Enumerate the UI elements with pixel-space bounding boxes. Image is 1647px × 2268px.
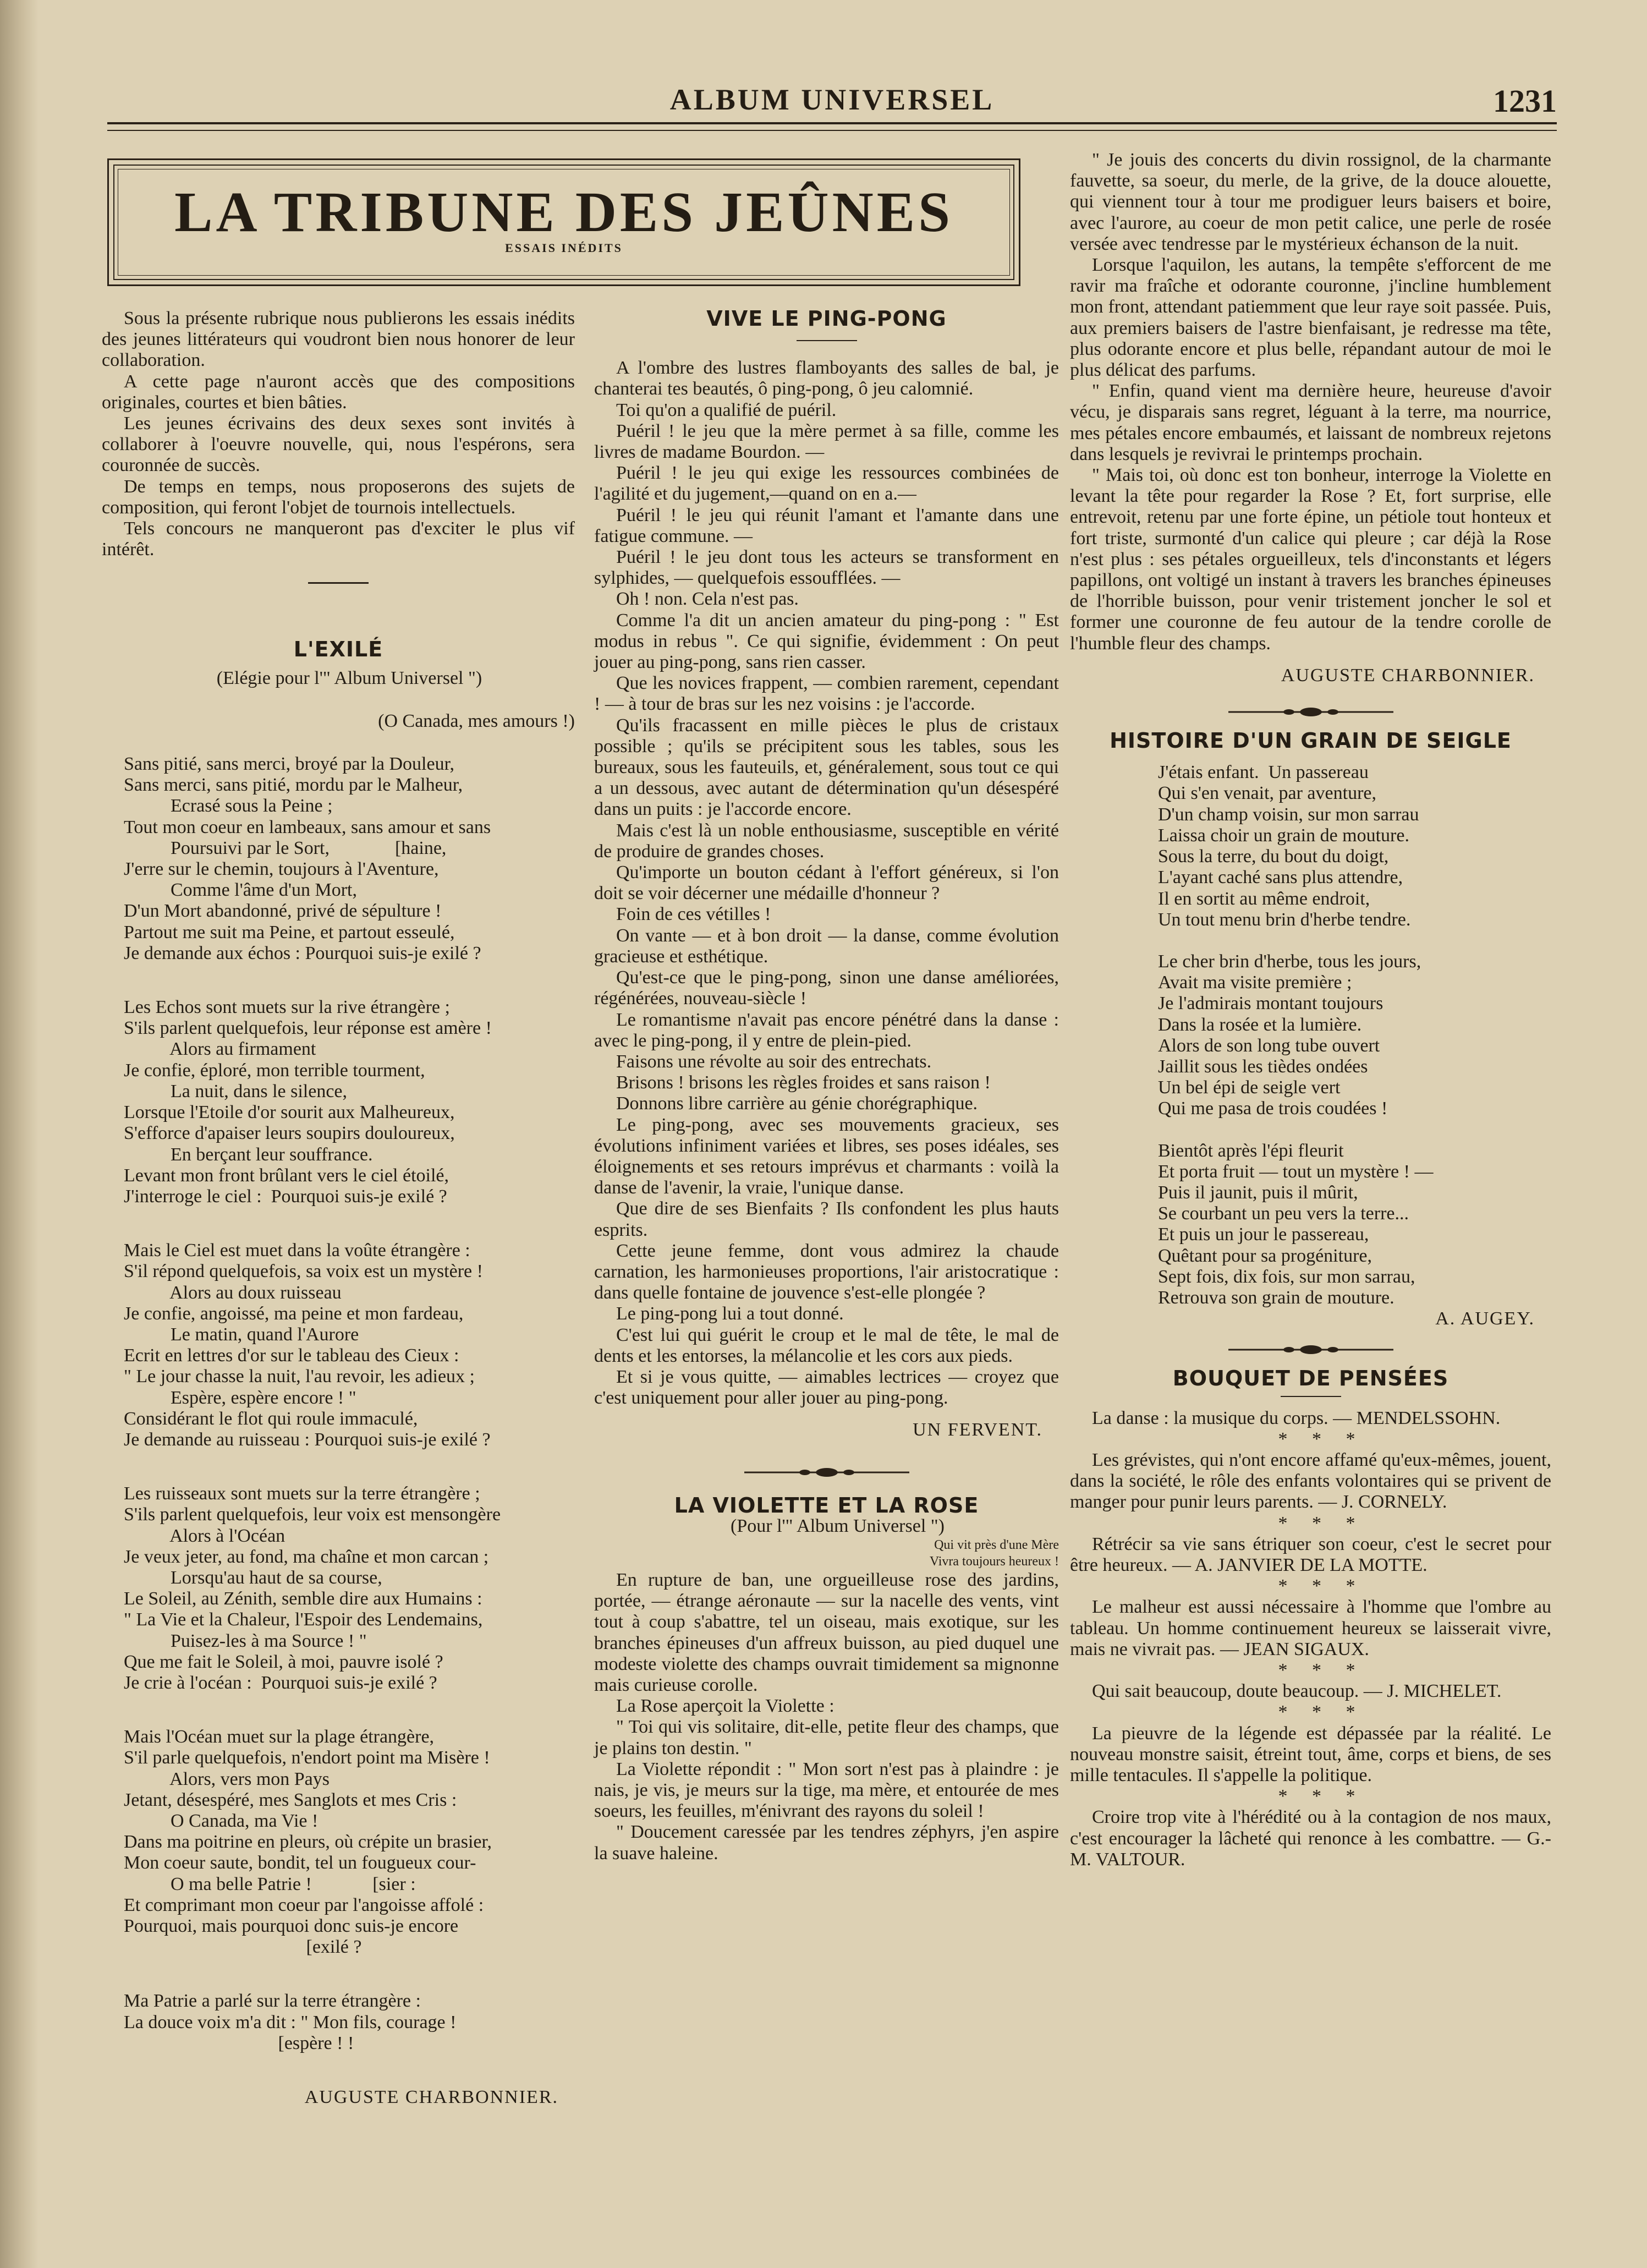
paragraph: Que les novices frappent, — combien rarement, cependant ! — à tour de bras sur les nez voisins : je l'accorde. (594, 673, 1059, 715)
verse-line: O Canada, ma Vie ! (124, 1810, 319, 1831)
magazine-title: ALBUM UNIVERSEL (669, 83, 995, 116)
divider (1281, 1396, 1341, 1397)
poem-stanza (1070, 762, 1551, 930)
verse-line: Les ruisseaux sont muets sur la terre étrangère ; (124, 1483, 480, 1504)
verse-line: Un tout menu brin d'herbe tendre. (1158, 909, 1411, 930)
verse-line: Et porta fruit — tout un mystère ! — (1158, 1161, 1434, 1182)
verse-line: Je veux jeter, au fond, ma chaîne et mon carcan ; (124, 1546, 489, 1567)
verse-line: Je demande aux échos : Pourquoi suis-je exilé ? (124, 943, 481, 963)
author-signature: UN FERVENT. (913, 1420, 1042, 1440)
verse-line: Laissa choir un grain de mouture. (1158, 825, 1409, 846)
verse-line: " La Vie et la Chaleur, l'Espoir des Lendemains, (124, 1609, 483, 1630)
verse-line: Ma Patrie a parlé sur la terre étrangère : (124, 1991, 421, 2012)
verse-line: S'il parle quelquefois, n'endort point ma Misère ! (124, 1747, 490, 1768)
verse-line: S'efforce d'apaiser leurs soupirs douloureux, (124, 1123, 455, 1144)
quote: Le malheur est aussi nécessaire à l'homme que l'ombre au tableau. Un homme continuement heureux se laisserait vivre, mais ne vivrait pas. — JEAN SIGAUX. (1070, 1597, 1551, 1659)
verse-line: Bientôt après l'épi fleurit (1158, 1140, 1344, 1161)
ornament-divider (1070, 1340, 1551, 1362)
verse-line: Qui s'en venait, par aventure, (1158, 783, 1376, 804)
paragraph: Et si je vous quitte, — aimables lectrices — croyez que c'est uniquement pour aller jouer au ping-pong. (594, 1366, 1059, 1409)
article-subtitle: (Pour l'" Album Universel ") (731, 1515, 945, 1536)
paragraph: Faisons une révolte au soir des entrechats. (616, 1051, 932, 1072)
verse-line: Dans la rosée et la lumière. (1158, 1014, 1362, 1035)
verse-line: Sous la terre, du bout du doigt, (1158, 846, 1389, 867)
paragraph: Comme l'a dit un ancien amateur du ping-pong : " Est modus in rebus ". Ce qui signifie, évidemment : On peut jouer au ping-pong, sans rien casser. (594, 610, 1059, 673)
verse-line: Alors à l'Océan (124, 1525, 286, 1546)
verse-line: Lorsque l'Etoile d'or sourit aux Malheureux, (124, 1102, 455, 1123)
verse-line: Je demande au ruisseau : Pourquoi suis-je exilé ? (124, 1429, 491, 1450)
column-3 (1070, 150, 1551, 1870)
paragraph: De temps en temps, nous proposerons des sujets de composition, qui feront l'objet de tournois intellectuels. (102, 476, 575, 518)
quote: Les grévistes, qui n'ont encore affamé qu'eux-mêmes, jouent, dans la société, le rôle des enfants volontaires qui se privent de manger pour punir leurs parents. — J. CORNELY. (1070, 1449, 1551, 1513)
ornament-icon (744, 1466, 909, 1479)
ornament-divider (1070, 703, 1551, 725)
verse-line: S'ils parlent quelquefois, leur réponse est amère ! (124, 1018, 492, 1039)
author-signature: AUGUSTE CHARBONNIER. (1281, 665, 1535, 686)
article-body-continued (1070, 150, 1551, 654)
divider (797, 340, 857, 341)
paragraph: Puéril ! le jeu qui exige les ressources combinées de l'agilité et du jugement,—quand on en a.— (594, 463, 1059, 505)
banner-title: LA TRIBUNE DES JEÛNES (174, 180, 953, 244)
verse-line: Considérant le flot qui roule immaculé, (124, 1408, 418, 1429)
paragraph: " Doucement caressée par les tendres zéphyrs, j'en aspire la suave haleine. (594, 1822, 1059, 1864)
verse-line: J'étais enfant. Un passereau (1158, 762, 1369, 783)
article-title: VIVE LE PING-PONG (706, 306, 947, 331)
page-edge (0, 0, 39, 2268)
paragraph: Cette jeune femme, dont vous admirez la chaude carnation, les harmonieuses proportions, l'air aristocratique : dans quelle fontaine de jouvence s'est-elle plongée ? (594, 1240, 1059, 1303)
header-rule (107, 122, 1557, 131)
verse-line: Espère, espère encore ! " (124, 1387, 356, 1408)
poem-dedication: (O Canada, mes amours !) (378, 710, 575, 731)
intro-text (102, 308, 575, 560)
verse-line: Un bel épi de seigle vert (1158, 1077, 1341, 1098)
verse-line: Mais le Ciel est muet dans la voûte étrangère : (124, 1240, 470, 1261)
verse-line: Puisez-les à ma Source ! " (124, 1630, 367, 1651)
verse-line: [exilé ? (124, 1937, 362, 1958)
paragraph: Oh ! non. Cela n'est pas. (616, 589, 799, 610)
verse-line: Je confie, éploré, mon terrible tourment, (124, 1060, 425, 1081)
quote: Qui sait beaucoup, doute beaucoup. — J. MICHELET. (1092, 1681, 1502, 1702)
separator: * * * (1278, 1660, 1365, 1680)
paragraph: Puéril ! le jeu qui réunit l'amant et l'amante dans une fatigue commune. — (594, 505, 1059, 546)
verse-line: O ma belle Patrie ! [sier : (124, 1873, 416, 1894)
verse-line: Je crie à l'océan : Pourquoi suis-je exilé ? (124, 1672, 437, 1693)
verse-line: Sept fois, dix fois, sur mon sarrau, (1158, 1266, 1415, 1287)
separator: * * * (1278, 1428, 1365, 1449)
epigraph: Qui vit près d'une Mère Vivra toujours heureux ! (929, 1537, 1059, 1569)
verse-line: Sans merci, sans pitié, mordu par le Malheur, (124, 775, 463, 796)
verse-line: Retrouva son grain de mouture. (1158, 1287, 1395, 1308)
poem-title: HISTOIRE D'UN GRAIN DE SEIGLE (1110, 728, 1512, 753)
paragraph: Donnons libre carrière au génie chorégraphique. (616, 1093, 978, 1114)
paragraph: Toi qu'on a qualifié de puéril. (616, 399, 837, 420)
verse-line: J'interroge le ciel : Pourquoi suis-je exilé ? (124, 1186, 447, 1207)
verse-line: Le Soleil, au Zénith, semble dire aux Humains : (124, 1588, 482, 1609)
verse-line: Sans pitié, sans merci, broyé par la Douleur, (124, 754, 455, 775)
paragraph: Tels concours ne manqueront pas d'exciter le plus vif intérêt. (102, 518, 575, 560)
paragraph: Puéril ! le jeu dont tous les acteurs se transforment en sylphides, — quelquefois essoufflées. — (594, 547, 1059, 589)
poem-stanza (102, 1727, 575, 1958)
poem-stanza (102, 1991, 575, 2054)
verse-line: Alors, vers mon Pays (124, 1768, 330, 1789)
verse-line: " Le jour chasse la nuit, l'au revoir, les adieux ; (124, 1366, 475, 1387)
paragraph: Puéril ! le jeu que la mère permet à sa fille, comme les livres de madame Bourdon. — (594, 420, 1059, 463)
separator: * * * (1278, 1786, 1365, 1807)
verse-line: Mon coeur saute, bondit, tel un fougueux cour- (124, 1853, 476, 1873)
paragraph: La Violette répondit : " Mon sort n'est pas à plaindre : je nais, je vis, je meurs sur la tige, ma mère, et entourée de mes soeurs, les feuilles, m'énivrant des rayons du soleil ! (594, 1758, 1059, 1822)
author-signature: A. AUGEY. (1435, 1308, 1535, 1329)
paragraph: A l'ombre des lustres flamboyants des salles de bal, je chanterai tes beautés, ô ping-pong, ô jeu calomnié. (594, 358, 1059, 399)
verse-line: Alors au doux ruisseau (124, 1282, 342, 1303)
verse-line: La douce voix m'a dit : " Mon fils, courage ! (124, 2012, 457, 2033)
paragraph: Le ping-pong, avec ses mouvements gracieux, ses évolutions infiniment variées et libres, ses poses idéales, ses éloignements et ses retours imprévus et charmants : voilà la danse de l'avenir, la vraie, l'unique danse. (594, 1114, 1059, 1198)
verse-line: Que me fait le Soleil, à moi, pauvre isolé ? (124, 1651, 443, 1672)
poem-stanza (102, 1240, 575, 1450)
author-signature: AUGUSTE CHARBONNIER. (304, 2087, 558, 2108)
column-1 (102, 308, 575, 2108)
ornament-icon (1228, 1343, 1393, 1356)
paragraph: Qu'est-ce que le ping-pong, sinon une danse améliorées, régénérées, nouveau-siècle ! (594, 967, 1059, 1009)
verse-line: Les Echos sont muets sur la rive étrangère ; (124, 997, 450, 1018)
poem-stanza (102, 1483, 575, 1694)
verse-line: Pourquoi, mais pourquoi donc suis-je encore (124, 1916, 459, 1936)
section-title: BOUQUET DE PENSÉES (1172, 1366, 1449, 1391)
page-number: 1231 (1493, 83, 1557, 119)
poem-stanza (102, 997, 575, 1207)
verse-line: Dans ma poitrine en pleurs, où crépite un brasier, (124, 1832, 492, 1853)
paragraph: " Mais toi, où donc est ton bonheur, interroge la Violette en levant la tête pour regarder la Rose ? Et, fort surprise, elle entrevoit, retenu par une forte épine, un pétiole tout honteux et fort triste, surmonté d'un calice qui pleure ; car déjà la Rose n'est plus : ses pétales orgueilleux, tels d'inconstants et légers papillons, ont voltigé un instant à travers les branches épineuses de l'horrible buisson, pour venir tristement joncher le sol et former une couronne de feu autour de la tendre corolle de l'humble fleur des champs. (1070, 465, 1551, 654)
poem-title: L'EXILÉ (293, 637, 383, 662)
paragraph: " Je jouis des concerts du divin rossignol, de la charmante fauvette, sa soeur, du merle, de la grive, de la douce alouette, qui viennent tour à tour me prodiguer leurs baisers et boire, avec l'aurore, au coeur de mon petit calice, une perle de rosée versée avec tendresse par le mystérieux échanson de la nuit. (1070, 150, 1551, 254)
verse-line: S'ils parlent quelquefois, leur voix est mensongère (124, 1504, 501, 1525)
verse-line: Poursuivi par le Sort, [haine, (124, 837, 447, 858)
paragraph: En rupture de ban, une orgueilleuse rose des jardins, portée, — étrange aéronaute — sur la nacelle des vents, vint tout à coup s'abattre, tel un oiseau, mais exotique, sur les branches épineuses d'un affreux buisson, au pied duquel une modeste violette des champs ouvrait timidement sa mignonne mais curieuse corolle. (594, 1569, 1059, 1695)
paragraph: C'est lui qui guérit le croup et le mal de tête, le mal de dents et les entorses, la mélancolie et les cors aux pieds. (594, 1324, 1059, 1366)
paragraph: On vante — et à bon droit — la danse, comme évolution gracieuse et esthétique. (594, 925, 1059, 967)
verse-line: Tout mon coeur en lambeaux, sans amour et sans (124, 817, 491, 837)
article-body (594, 358, 1059, 1409)
verse-line: Alors au firmament (124, 1039, 316, 1060)
verse-line: Quêtant pour sa progéniture, (1158, 1245, 1372, 1266)
verse-line: Ecrit en lettres d'or sur le tableau des Cieux : (124, 1345, 459, 1366)
article-title: LA VIOLETTE ET LA ROSE (674, 1493, 979, 1518)
verse-line: Lorsqu'au haut de sa course, (124, 1567, 382, 1588)
verse-line: Je confie, angoissé, ma peine et mon fardeau, (124, 1303, 464, 1324)
paragraph: Qu'ils fracassent en mille pièces le plus de cristaux possible ; qu'ils se précipitent sous les tables, sous les bureaux, sous les fauteuils, et, généralement, sous tout ce qui a un dessous, avec autant de détermination qu'un désespéré dans un puits : je l'accorde encore. (594, 715, 1059, 820)
paragraph: Qu'importe un bouton cédant à l'effort généreux, si l'on doit se voir décerner une médaille d'honneur ? (594, 862, 1059, 904)
paragraph: " Enfin, quand vient ma dernière heure, heureuse d'avoir vécu, je disparais sans regret, léguant à la terre, ma nourrice, mes pétales encore embaumés, et laissant de nombreux rejetons dans lesquels je revivrai le printemps prochain. (1070, 381, 1551, 464)
paragraph: A cette page n'auront accès que des compositions originales, courtes et bien bâties. (102, 371, 575, 413)
verse-line: Puis il jaunit, puis il mûrit, (1158, 1182, 1358, 1203)
separator: * * * (1278, 1513, 1365, 1533)
paragraph: Mais c'est là un noble enthousiasme, susceptible en vérité de produire de grandes choses. (594, 820, 1059, 862)
quote: La pieuvre de la légende est dépassée par la réalité. Le nouveau monstre saisit, étreint tout, âme, corps et biens, de ses mille tentacules. Il s'appelle la politique. (1070, 1723, 1551, 1786)
quotes-list (1070, 1408, 1551, 1870)
verse-line: Partout me suit ma Peine, et partout esseulé, (124, 922, 455, 943)
verse-line: Qui me pasa de trois coudées ! (1158, 1098, 1388, 1119)
paragraph: Le ping-pong lui a tout donné. (616, 1303, 844, 1324)
verse-line: Le matin, quand l'Aurore (124, 1324, 359, 1345)
paragraph: La Rose aperçoit la Violette : (616, 1696, 835, 1717)
verse-line: Alors de son long tube ouvert (1158, 1035, 1380, 1056)
verse-line: Et comprimant mon coeur par l'angoisse affolé : (124, 1894, 484, 1915)
verse-line: La nuit, dans le silence, (124, 1081, 348, 1102)
quote: La danse : la musique du corps. — MENDELSSOHN. (1092, 1407, 1501, 1428)
verse-line: Jetant, désespéré, mes Sanglots et mes Cris : (124, 1789, 457, 1810)
paragraph: Sous la présente rubrique nous publierons les essais inédits des jeunes littérateurs qui voudront bien nous honorer de leur collaboration. (102, 308, 575, 371)
verse-line: D'un Mort abandonné, privé de sépulture ! (124, 901, 442, 922)
separator: * * * (1278, 1576, 1365, 1597)
poem-stanza (102, 754, 575, 964)
verse-line: Je l'admirais montant toujours (1158, 993, 1384, 1014)
page-header (107, 83, 1557, 121)
verse-line: En berçant leur souffrance. (124, 1144, 373, 1165)
paragraph: Que dire de ses Bienfaits ? Ils confondent les plus hauts esprits. (594, 1198, 1059, 1240)
paragraph: Lorsque l'aquilon, les autans, la tempête s'efforcent de me ravir ma fraîche et odorante couronne, j'incline humblement mon front, attendant patiemment que leur raye soit passée. Puis, aux premiers baisers de l'astre bienfaisant, je redresse ma tête, plus odorante encore et plus belle, répandant autour de moi le plus délicat des parfums. (1070, 255, 1551, 381)
verse-line: D'un champ voisin, sur mon sarrau (1158, 804, 1419, 825)
verse-line: Avait ma visite première ; (1158, 972, 1352, 993)
poem-subtitle: (Elégie pour l'" Album Universel ") (216, 667, 482, 688)
paragraph: Les jeunes écrivains des deux sexes sont invités à collaborer à l'oeuvre nouvelle, qui, nous l'espérons, sera couronnée de succès. (102, 413, 575, 476)
quote: Rétrécir sa vie sans étriquer son coeur, c'est le secret pour être heureux. — A. JANVIER DE LA MOTTE. (1070, 1533, 1551, 1575)
paragraph: Brisons ! brisons les règles froides et sans raison ! (616, 1072, 991, 1093)
paragraph: " Toi qui vis solitaire, dit-elle, petite fleur des champs, que je plains ton destin. " (594, 1717, 1059, 1758)
banner-subtitle: ESSAIS INÉDITS (505, 241, 623, 255)
paragraph: Foin de ces vétilles ! (616, 904, 771, 925)
verse-line: Ecrasé sous la Peine ; (124, 796, 333, 817)
article-body (594, 1570, 1059, 1864)
section-banner (107, 158, 1020, 286)
verse-line: Et puis un jour le passereau, (1158, 1224, 1369, 1245)
verse-line: Mais l'Océan muet sur la plage étrangère, (124, 1727, 435, 1747)
poem-stanza (1070, 951, 1551, 1120)
verse-line: Jaillit sous les tièdes ondées (1158, 1056, 1368, 1077)
ornament-divider (594, 1463, 1059, 1485)
quote: Croire trop vite à l'hérédité ou à la contagion de nos maux, c'est encourager la lâcheté qui renonce à les combattre. — G.-M. VALTOUR. (1070, 1807, 1551, 1870)
verse-line: S'il répond quelquefois, sa voix est un mystère ! (124, 1261, 483, 1282)
verse-line: Le cher brin d'herbe, tous les jours, (1158, 951, 1421, 972)
verse-line: [espère ! ! (124, 2033, 354, 2053)
paragraph: Le romantisme n'avait pas encore pénétré dans la danse : avec le ping-pong, il y entre de plein-pied. (594, 1009, 1059, 1051)
verse-line: Il en sortit au même endroit, (1158, 888, 1370, 909)
verse-line: Comme l'âme d'un Mort, (124, 880, 357, 901)
verse-line: Levant mon front brûlant vers le ciel étoilé, (124, 1165, 449, 1186)
separator: * * * (1278, 1702, 1365, 1723)
verse-line: J'erre sur le chemin, toujours à l'Aventure, (124, 859, 439, 880)
poem-stanza (1070, 1141, 1551, 1309)
divider (308, 582, 369, 584)
column-2 (594, 308, 1059, 1864)
ornament-icon (1228, 705, 1393, 719)
verse-line: Se courbant un peu vers la terre... (1158, 1203, 1409, 1224)
verse-line: L'ayant caché sans plus attendre, (1158, 867, 1403, 888)
